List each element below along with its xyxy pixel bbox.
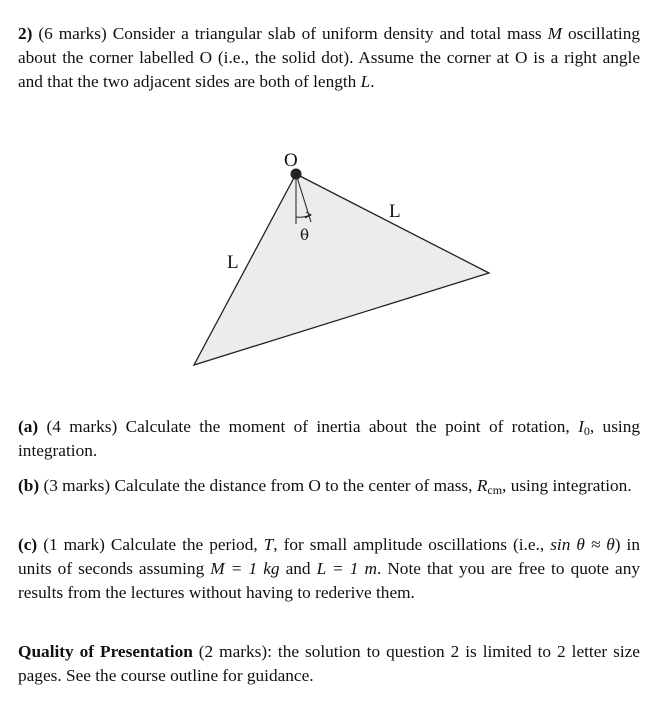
question-number: 2) — [18, 24, 33, 43]
part-c-text-1: Calculate the period, — [110, 535, 258, 554]
period-symbol: T — [263, 535, 274, 554]
part-a-marks: (4 marks) — [46, 417, 118, 436]
inertia-subscript: 0 — [583, 424, 590, 438]
inertia-symbol: I — [578, 417, 584, 436]
part-b-text-2: , using integration. — [502, 476, 632, 495]
length-value: L = 1 m — [316, 559, 377, 578]
quality-text: the solution to question 2 is limited to 2 letter size pages. See the course outline for guidance. — [18, 642, 640, 685]
intro-end: . — [370, 72, 375, 91]
intro-text-1: Consider a triangular slab of uniform density and total mass — [112, 24, 542, 43]
part-c-text-3: ) in units of seconds assuming — [18, 535, 640, 578]
right-side-length-label: L — [389, 201, 401, 222]
small-angle-approx: sin θ ≈ θ — [550, 535, 615, 554]
part-b-text-1: Calculate the distance from O to the center of mass, — [114, 476, 473, 495]
center-of-mass-symbol: R — [476, 476, 488, 495]
part-b-label: (b) — [18, 476, 40, 495]
part-a-label: (a) — [18, 417, 39, 436]
part-c-marks: (1 mark) — [43, 535, 105, 554]
mass-symbol: M — [547, 24, 563, 43]
part-c-text-4: . Note that you are free to quote any results from the lectures without having to rederive them. — [18, 559, 640, 602]
quality-marks: (2 marks): — [198, 642, 272, 661]
left-side-length-label: L — [227, 252, 239, 273]
quality-of-presentation — [18, 640, 640, 688]
part-c-and: and — [285, 559, 311, 578]
pivot-label: O — [284, 150, 298, 171]
center-of-mass-subscript: cm — [487, 483, 503, 497]
length-symbol: L — [360, 72, 371, 91]
part-b — [18, 474, 640, 498]
part-c-label: (c) — [18, 535, 38, 554]
angle-theta-label: θ — [300, 226, 310, 244]
part-a — [18, 415, 640, 463]
mass-value: M = 1 kg — [210, 559, 280, 578]
part-c-text-2: , for small amplitude oscillations (i.e., — [273, 535, 545, 554]
part-c — [18, 533, 640, 605]
part-a-text-1: Calculate the moment of inertia about the point of rotation, — [125, 417, 570, 436]
part-a-text-2: , using integration. — [18, 417, 641, 460]
part-b-marks: (3 marks) — [43, 476, 111, 495]
intro-text-2: oscillating about the corner labelled O (i.e., the solid dot). Assume the corner at O is a right angle and that the two adjacent sides are both of length — [18, 24, 640, 91]
quality-heading: Quality of Presentation — [18, 642, 193, 661]
question-marks: (6 marks) — [38, 24, 107, 43]
